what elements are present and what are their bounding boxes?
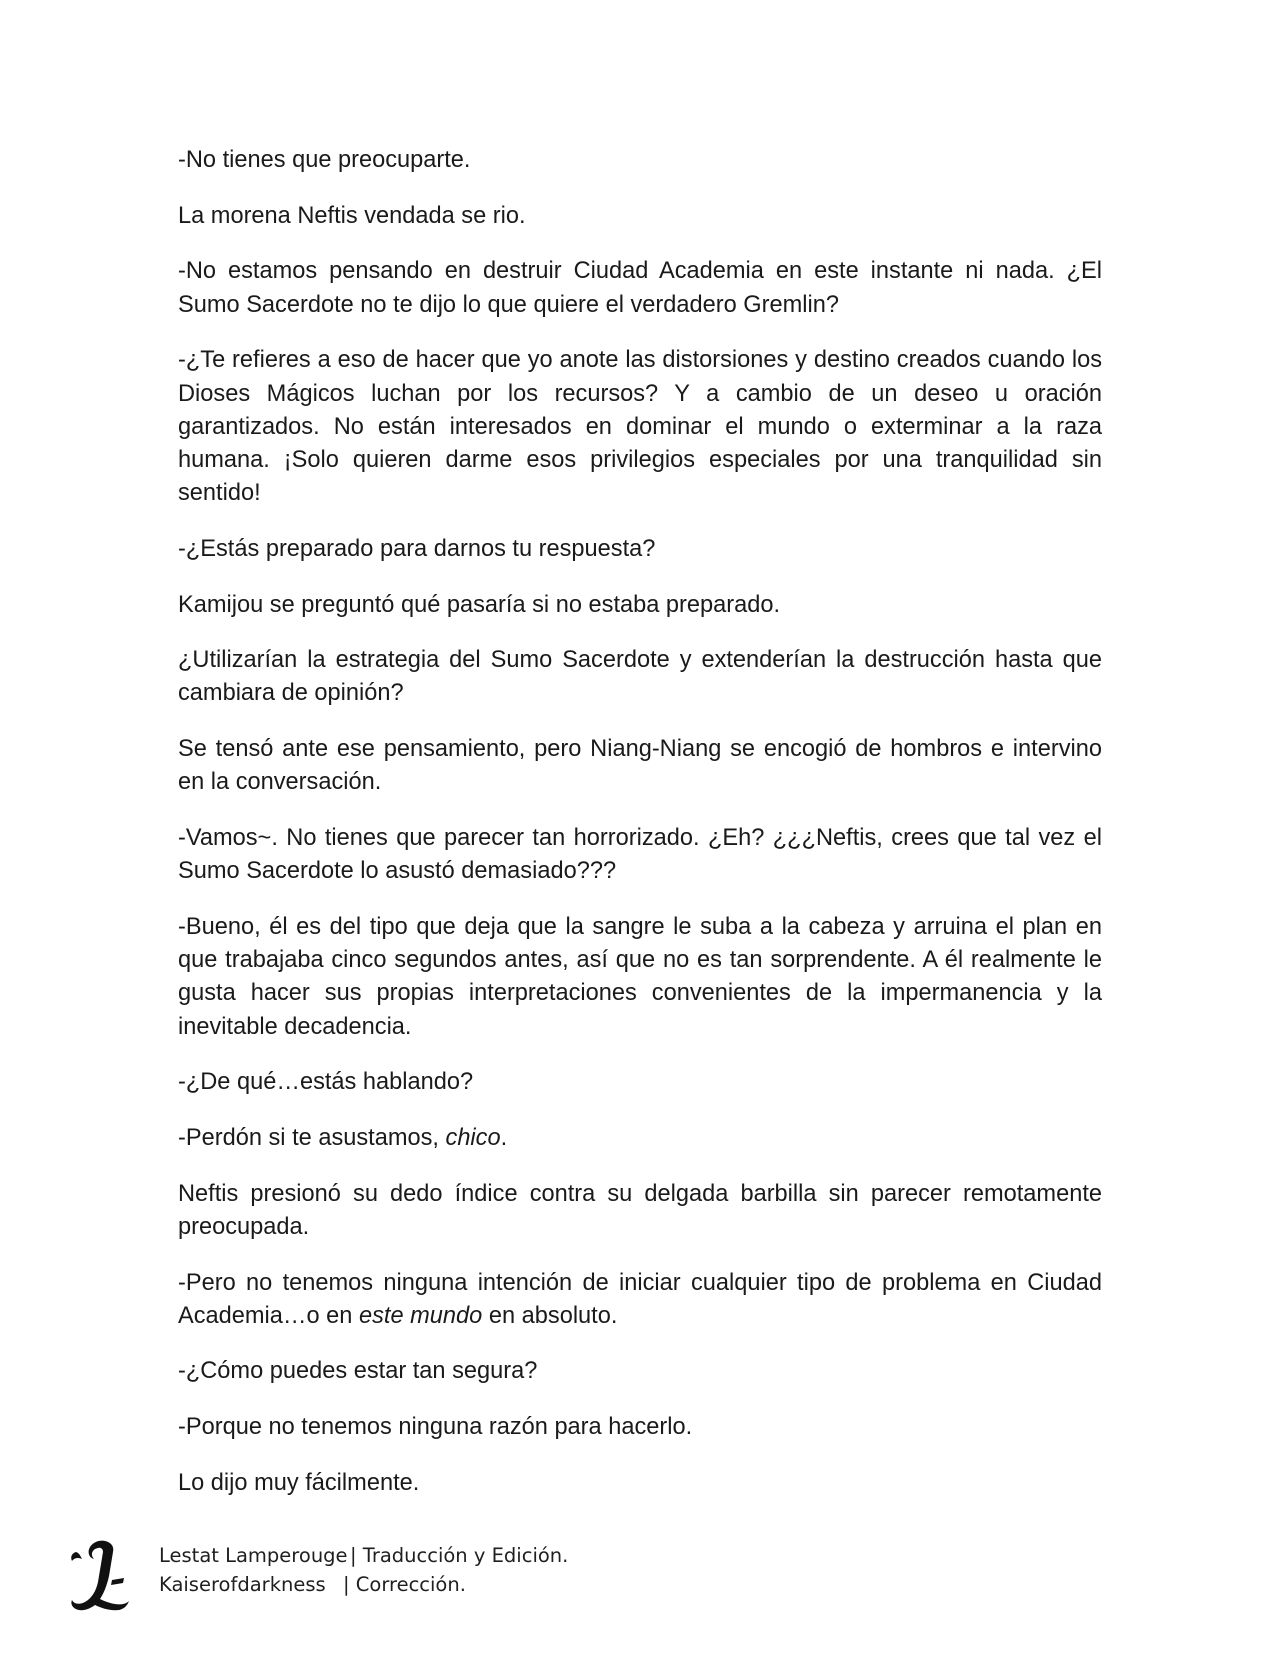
- italic-text: chico: [445, 1124, 501, 1151]
- paragraph: [178, 1411, 1102, 1444]
- text-run: La morena Neftis vendada se rio.: [178, 202, 526, 229]
- text-run: -Perdón si te asustamos,: [178, 1124, 446, 1151]
- text-run: Lo dijo muy fácilmente.: [178, 1469, 420, 1496]
- text-run: -¿Estás preparado para darnos tu respuesta?: [178, 535, 656, 562]
- text-run: ¿Utilizarían la estrategia del Sumo Sacerdote y extenderían la destrucción hasta que cambiara de opinión?: [178, 647, 1102, 707]
- footer-credit-line: [159, 1570, 568, 1599]
- text-run: -No estamos pensando en destruir Ciudad Academia en este instante ni nada. ¿El Sumo Sacerdote no te dijo lo que quiere el verdadero Gremlin?: [178, 258, 1102, 318]
- text-run: Neftis presionó su dedo índice contra su delgada barbilla sin parecer remotamente preocupada.: [178, 1180, 1102, 1240]
- paragraph: [178, 1355, 1102, 1388]
- text-run: -Pero no tenemos ninguna intención de iniciar cualquier tipo de problema en Ciudad Academia…o en: [178, 1269, 1102, 1329]
- credit-name: Kaiserofdarkness: [159, 1573, 326, 1596]
- paragraph: [178, 1467, 1102, 1500]
- text-run: Kamijou se preguntó qué pasaría si no estaba preparado.: [178, 591, 781, 618]
- paragraph: [178, 1066, 1102, 1099]
- paragraph: [178, 1122, 1102, 1155]
- document-body: [178, 144, 1102, 1523]
- paragraph: [178, 533, 1102, 566]
- credit-role: | Corrección.: [343, 1573, 466, 1596]
- footer-credits: [159, 1541, 568, 1599]
- paragraph-list: [178, 144, 1102, 1500]
- text-run: en absoluto.: [482, 1302, 618, 1329]
- text-run: -Vamos~. No tienes que parecer tan horrorizado. ¿Eh? ¿¿¿Neftis, crees que tal vez el Sumo Sacerdote lo asustó demasiado???: [178, 825, 1102, 885]
- paragraph: [178, 255, 1102, 321]
- text-run: .: [500, 1124, 508, 1151]
- text-run: -No tienes que preocuparte.: [178, 147, 471, 173]
- paragraph: [178, 1178, 1102, 1244]
- paragraph: [178, 733, 1102, 799]
- credit-role: | Traducción y Edición.: [350, 1544, 569, 1567]
- text-run: -Bueno, él es del tipo que deja que la sangre le suba a la cabeza y arruina el plan en que trabajaba cinco segundos antes, así que no es tan sorprendente. A él realmente le gusta hacer sus propias interpretaciones convenientes de la impermanencia y la inevitable decadencia.: [178, 913, 1102, 1040]
- footer-credit-line: [159, 1541, 568, 1570]
- text-run: -¿Te refieres a eso de hacer que yo anote las distorsiones y destino creados cuando los Dioses Mágicos luchan por los recursos? Y a cambio de un deseo u oración garantizados. No están interesados en dominar el mundo o exterminar a la raza humana. ¡Solo quieren darme esos privilegios especiales por una tranquilidad sin sentido!: [178, 347, 1102, 507]
- text-run: -¿Cómo puedes estar tan segura?: [178, 1358, 538, 1385]
- gothic-letter-l-logo-icon: [68, 1538, 130, 1614]
- page-footer: [64, 1538, 664, 1618]
- paragraph: [178, 822, 1102, 888]
- paragraph: [178, 911, 1102, 1044]
- paragraph: [178, 200, 1102, 233]
- text-run: -Porque no tenemos ninguna razón para hacerlo.: [178, 1414, 693, 1441]
- text-run: Se tensó ante ese pensamiento, pero Niang-Niang se encogió de hombros e intervino en la conversación.: [178, 736, 1102, 796]
- credit-name: Lestat Lamperouge: [159, 1544, 348, 1567]
- paragraph: [178, 1267, 1102, 1333]
- paragraph: [178, 344, 1102, 510]
- paragraph: [178, 644, 1102, 710]
- italic-text: este mundo: [359, 1302, 483, 1329]
- paragraph: [178, 589, 1102, 622]
- paragraph: [178, 144, 1102, 177]
- text-run: -¿De qué…estás hablando?: [178, 1069, 474, 1096]
